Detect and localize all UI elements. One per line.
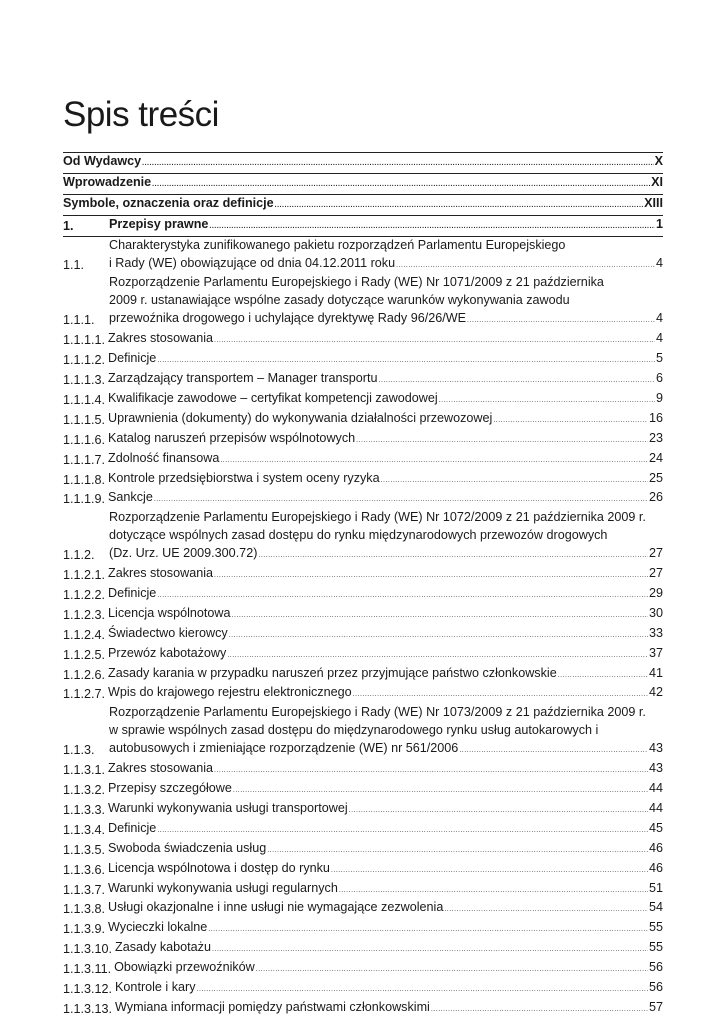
toc-entry-page: 56 [648,960,663,975]
toc-entry-page: 29 [648,585,663,600]
toc-entry-line [109,722,663,740]
toc-entry-body [108,565,663,585]
toc-entry-text: Świadectwo kierowcy [108,625,228,640]
toc-entry-body [108,430,663,450]
toc-entry[interactable] [63,489,663,509]
toc-entry-page: XI [651,174,663,189]
toc-entry-page: 41 [648,665,663,680]
toc-entry-text: Definicje [108,820,157,835]
toc-entry-page: 55 [648,920,663,935]
toc-entry[interactable] [63,216,663,237]
toc-entry-text: w sprawie wspólnych zasad dostępu do międzynarodowego rynku usług autokarowych i [109,723,599,738]
toc-entry-line [108,489,663,509]
toc-entry-body [108,489,663,509]
toc-entry[interactable] [63,430,663,450]
toc-entry[interactable] [63,565,663,585]
toc-entry-number: 1.1.3.6. [63,862,106,877]
dot-leader [232,607,648,625]
toc-entry-text: Przewóz kabotażowy [108,645,227,660]
dot-leader [381,472,648,490]
toc-entry[interactable] [63,237,663,275]
toc-entry[interactable] [63,665,663,685]
dot-leader [209,218,655,236]
toc-entry-line [108,800,663,820]
toc-entry-number: 1.1.3.10. [63,942,113,957]
toc-entry-number: 1.1.2.2. [63,587,106,602]
toc-entry-body [108,860,663,880]
toc-entry[interactable] [63,605,663,625]
toc-entry-text: Licencja wspólnotowa i dostęp do rynku [108,860,330,875]
toc-entry[interactable] [63,860,663,880]
toc-entry[interactable] [63,840,663,860]
toc-entry-text: Licencja wspólnotowa [108,605,231,620]
toc-entry-body [63,174,663,194]
toc-entry-body [109,704,663,760]
dot-leader [396,257,655,275]
toc-entry-number: 1.1.2.3. [63,607,106,622]
toc-entry-line [115,939,663,959]
toc-entry[interactable] [63,820,663,840]
toc-entry-line [108,899,663,919]
toc-entry-text: Przepisy prawne [109,216,209,231]
toc-entry-body [115,979,663,999]
toc-entry-page: 51 [648,880,663,895]
dot-leader [227,647,648,665]
toc-entry-line [108,370,663,390]
toc-entry-number: 1.1.1.1. [63,333,106,348]
toc-entry-line [108,350,663,370]
dot-leader [467,312,655,330]
toc-entry-page: 57 [648,999,663,1014]
dot-leader [258,547,648,565]
toc-entry-number: 1.1.1.2. [63,353,106,368]
toc-entry-page: 46 [648,840,663,855]
toc-entry-number: 1.1.1.8. [63,472,106,487]
dot-leader [157,352,655,370]
toc-entry[interactable] [63,645,663,665]
toc-entry-page: 55 [648,940,663,955]
toc-entry-body [108,665,663,685]
toc-entry-text: autobusowych i zmieniające rozporządzenie (WE) nr 561/2006 [109,741,459,756]
toc-entry-line [114,959,663,979]
toc-entry-line [108,820,663,840]
toc-entry-text: Charakterystyka zunifikowanego pakietu rozporządzeń Parlamentu Europejskiego [109,237,566,252]
toc-entry-body [108,645,663,665]
toc-entry[interactable] [63,195,663,216]
toc-entry-text: Swoboda świadczenia usług [108,840,267,855]
toc-entry-page: 37 [648,645,663,660]
toc-entry-body [109,274,663,330]
toc-entry-number: 1.1.3.1. [63,763,106,778]
toc-entry-body [108,410,663,430]
toc-entry-number: 1.1.1. [63,313,95,328]
toc-entry-line [108,605,663,625]
toc-entry-page: 27 [648,546,663,561]
dot-leader [214,567,648,585]
toc-entry-text: i Rady (WE) obowiązujące od dnia 04.12.2011 roku [109,255,396,270]
toc-entry-page: 9 [655,390,663,405]
toc-entry-body [108,760,663,780]
toc-entry-line [108,390,663,410]
toc-entry[interactable] [63,585,663,605]
dot-leader [267,842,648,860]
toc-entry[interactable] [63,919,663,939]
toc-entry-text: Definicje [108,351,157,366]
toc-entry-page: 5 [655,351,663,366]
toc-entry[interactable] [63,330,663,350]
toc-entry-number: 1.1.3.7. [63,882,106,897]
toc-entry-body [108,350,663,370]
toc-entry-number: 1.1.3.5. [63,842,106,857]
toc-entry-line [115,979,663,999]
toc-entry-text: Zakres stosowania [108,761,214,776]
toc-entry-body [108,585,663,605]
toc-entry-number: 1.1.3.9. [63,922,106,937]
toc-entry-text: dotyczące wspólnych zasad dostępu do rynku międzynarodowych przewozów drogowych [109,528,608,543]
toc-entry-text: Sankcje [108,490,153,505]
toc-entry-page: 30 [648,605,663,620]
toc-entry-page: 46 [648,860,663,875]
toc-entry-line [109,509,663,527]
toc-entry-page: 44 [648,781,663,795]
dot-leader [154,491,648,509]
toc-entry-page: 43 [648,761,663,776]
dot-leader [142,155,653,173]
toc-entry-text: Przepisy szczegółowe [108,781,232,795]
toc-entry[interactable] [63,274,663,330]
toc-entry-text: Rozporządzenie Parlamentu Europejskiego i Rady (WE) Nr 1071/2009 z 21 października [109,275,604,290]
toc-entry-body [108,330,663,350]
toc-entry-text: Zakres stosowania [108,331,214,346]
toc-entry[interactable] [63,959,663,979]
toc-entry-number: 1.1.3.4. [63,822,106,837]
toc-entry-page: X [654,154,663,168]
toc-entry-body [108,800,663,820]
toc-entry[interactable] [63,780,663,800]
toc-entry-text: Zarządzający transportem – Manager transportu [108,370,378,385]
dot-leader [212,941,648,959]
toc-entry-body [108,840,663,860]
toc-entry-text: Symbole, oznaczenia oraz definicje [63,195,274,210]
dot-leader [214,762,648,780]
toc-entry-body [108,919,663,939]
toc-entry-text: Usługi okazjonalne i inne usługi nie wymagające zezwolenia [108,900,444,915]
toc-entry-page: 44 [648,800,663,815]
dot-leader [558,667,648,685]
toc-entry-line [63,174,663,194]
toc-entry-number: 1.1.1.4. [63,392,106,407]
toc-entry-body [108,605,663,625]
dot-leader [431,1001,648,1019]
toc-entry-text: Rozporządzenie Parlamentu Europejskiego i Rady (WE) Nr 1072/2009 z 21 października 2009 r. [109,510,646,525]
toc-entry-number: 1.1.2.7. [63,687,106,702]
dot-leader [349,802,648,820]
toc-entry[interactable] [63,390,663,410]
toc-entry-number: 1.1.1.9. [63,492,106,507]
toc-entry-line [109,310,663,330]
toc-entry[interactable] [63,979,663,999]
toc-entry-line [108,665,663,685]
toc-entry-line [108,919,663,939]
table-of-contents [63,152,663,1019]
toc-entry-text: Od Wydawcy [63,154,142,168]
toc-entry-body [115,939,663,959]
toc-entry[interactable] [63,152,663,174]
toc-entry[interactable] [63,899,663,919]
toc-entry-line [109,216,663,236]
toc-entry-number: 1.1.3.11. [63,962,112,977]
toc-entry-line [108,330,663,350]
toc-entry-line [108,585,663,605]
toc-entry-page: 24 [648,450,663,465]
toc-entry-line [108,860,663,880]
toc-entry-number: 1.1. [63,257,85,272]
dot-leader [220,452,648,470]
toc-entry-number: 1.1.1.7. [63,452,106,467]
toc-entry-line [108,450,663,470]
toc-entry-body [108,899,663,919]
toc-entry-page: 1 [655,216,663,231]
toc-entry-body [109,509,663,565]
toc-entry-body [108,820,663,840]
dot-leader [256,961,648,979]
dot-leader [356,432,648,450]
toc-entry-page: 54 [648,900,663,915]
toc-entry-line [108,684,663,704]
toc-entry-page: 43 [648,741,663,756]
toc-entry-line [108,840,663,860]
toc-entry-line [108,760,663,780]
toc-entry-number: 1.1.2.6. [63,667,106,682]
toc-entry-page: XIII [644,195,663,210]
toc-entry-text: Kontrole i kary [115,980,196,995]
toc-entry[interactable] [63,684,663,704]
toc-entry-body [108,450,663,470]
toc-entry-number: 1. [63,218,74,233]
toc-entry-page: 26 [648,490,663,505]
dot-leader [152,176,650,194]
dot-leader [444,901,648,919]
toc-entry-page: 42 [648,685,663,700]
toc-entry[interactable] [63,370,663,390]
toc-entry-line [109,740,663,760]
toc-entry-number: 1.1.2.4. [63,627,106,642]
toc-entry-number: 1.1.3.13. [63,1001,113,1016]
toc-entry-body [108,880,663,900]
toc-entry-page: 27 [648,566,663,581]
toc-entry-text: Kontrole przedsiębiorstwa i system oceny ryzyka [108,470,380,485]
toc-entry[interactable] [63,174,663,195]
toc-entry-text: Definicje [108,585,157,600]
toc-entry-text: Wymiana informacji pomiędzy państwami członkowskimi [115,999,430,1014]
toc-entry[interactable] [63,509,663,565]
toc-entry-body [115,999,663,1019]
toc-entry-body [63,153,663,173]
toc-entry[interactable] [63,704,663,760]
toc-entry-text: Zasady karania w przypadku naruszeń przez przyjmujące państwo członkowskie [108,665,557,680]
toc-entry-line [108,645,663,665]
toc-entry-page: 4 [655,255,663,270]
toc-entry-body [108,470,663,490]
dot-leader [233,782,648,800]
toc-entry-number: 1.1.3.2. [63,783,106,797]
toc-entry-line [115,999,663,1019]
toc-entry-line [109,545,663,565]
toc-entry-body [108,390,663,410]
toc-entry-text: Warunki wykonywania usługi transportowej [108,800,348,815]
dot-leader [439,392,655,410]
toc-entry-number: 1.1.3. [63,743,95,758]
toc-entry[interactable] [63,450,663,470]
toc-entry-number: 1.1.1.3. [63,372,106,387]
dot-leader [197,981,648,999]
toc-entry-line [108,430,663,450]
toc-entry-page: 33 [648,625,663,640]
toc-entry-text: Rozporządzenie Parlamentu Europejskiego i Rady (WE) Nr 1073/2009 z 21 października 2009 r. [109,705,646,720]
toc-entry-body [108,625,663,645]
page-title: Spis treści [63,95,219,134]
toc-entry[interactable] [63,470,663,490]
toc-entry-text: (Dz. Urz. UE 2009.300.72) [109,546,258,561]
toc-entry-line [109,274,663,292]
dot-leader [353,686,648,704]
toc-entry-line [108,880,663,900]
toc-entry-number: 1.1.1.6. [63,432,106,447]
toc-entry-page: 4 [655,311,663,326]
toc-entry-text: Wycieczki lokalne [108,920,208,935]
toc-entry-text: Warunki wykonywania usługi regularnych [108,880,338,895]
toc-entry-text: Zasady kabotażu [115,940,211,955]
toc-entry-text: Katalog naruszeń przepisów wspólnotowych [108,430,356,445]
toc-entry-number: 1.1.3.12. [63,982,113,997]
toc-entry[interactable] [63,625,663,645]
toc-entry-page: 45 [648,820,663,835]
dot-leader [459,742,648,760]
toc-entry-line [63,153,663,173]
toc-entry-line [63,195,663,215]
dot-leader [157,587,648,605]
toc-entry-number: 1.1.1.5. [63,412,106,427]
toc-entry-number: 1.1.2.1. [63,568,106,583]
toc-entry-body [114,959,663,979]
dot-leader [331,862,648,880]
toc-entry-number: 1.1.2. [63,548,95,563]
toc-entry-text: Kwalifikacje zawodowe – certyfikat kompetencji zawodowej [108,390,438,405]
toc-entry-line [109,255,663,275]
toc-entry-line [108,780,663,800]
toc-entry-page: 23 [648,430,663,445]
toc-entry-page: 16 [648,410,663,425]
toc-entry-page: 6 [655,370,663,385]
toc-entry-text: Zakres stosowania [108,566,214,581]
toc-entry-line [109,237,663,255]
toc-entry-number: 1.1.2.5. [63,647,106,662]
toc-entry[interactable] [63,760,663,780]
toc-entry-text: Uprawnienia (dokumenty) do wykonywania działalności przewozowej [108,410,493,425]
toc-entry-line [108,470,663,490]
toc-entry-text: 2009 r. ustanawiające wspólne zasady dotyczące warunków wykonywania zawodu [109,293,570,308]
toc-entry[interactable] [63,939,663,959]
toc-entry-line [108,625,663,645]
toc-entry[interactable] [63,999,663,1019]
dot-leader [493,412,648,430]
toc-entry-text: Wpis do krajowego rejestru elektronicznego [108,685,352,700]
toc-entry-text: przewoźnika drogowego i uchylające dyrektywę Rady 96/26/WE [109,311,467,326]
dot-leader [339,882,648,900]
toc-entry-body [108,370,663,390]
toc-entry-body [108,684,663,704]
dot-leader [214,332,655,350]
dot-leader [157,822,648,840]
toc-entry-body [108,780,663,800]
toc-entry-page: 4 [655,331,663,346]
toc-entry-page: 25 [648,470,663,485]
toc-entry-line [109,292,663,310]
toc-entry[interactable] [63,410,663,430]
toc-entry-body [109,237,663,275]
toc-entry-body [63,195,663,215]
toc-entry-page: 56 [648,980,663,995]
dot-leader [208,921,648,939]
dot-leader [229,627,648,645]
toc-entry-line [108,410,663,430]
toc-entry[interactable] [63,800,663,820]
dot-leader [275,197,643,215]
toc-entry-body [109,216,663,236]
toc-entry[interactable] [63,350,663,370]
toc-entry-text: Zdolność finansowa [108,450,220,465]
toc-entry-text: Obowiązki przewoźników [114,960,255,975]
toc-entry[interactable] [63,880,663,900]
toc-entry-line [109,704,663,722]
toc-entry-line [108,565,663,585]
dot-leader [379,372,655,390]
toc-entry-line [109,527,663,545]
toc-entry-number: 1.1.3.3. [63,802,106,817]
toc-entry-text: Wprowadzenie [63,174,152,189]
toc-entry-number: 1.1.3.8. [63,902,106,917]
